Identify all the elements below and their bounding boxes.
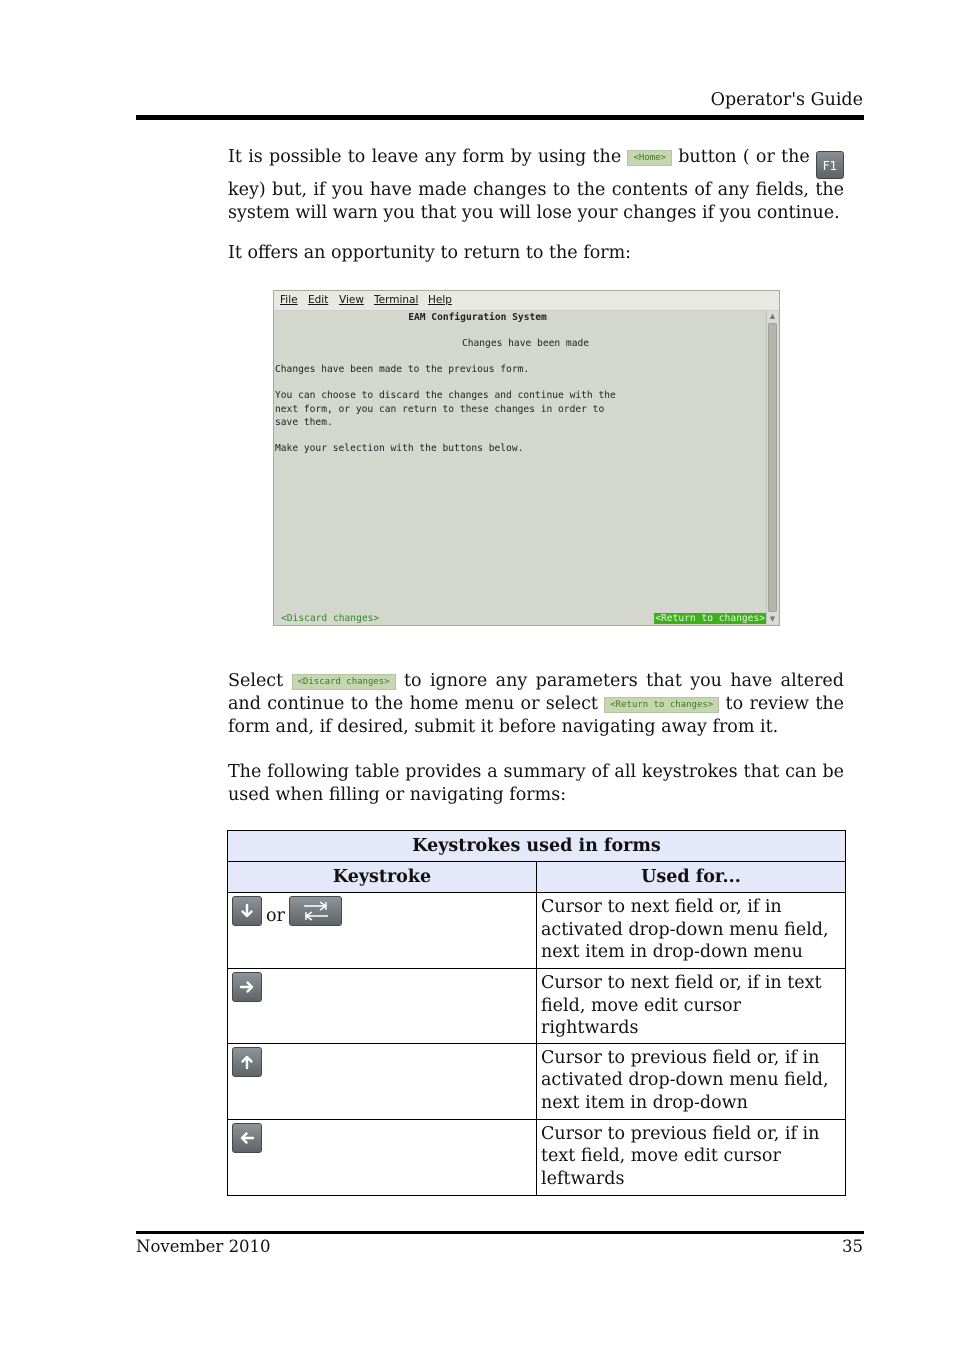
terminal-body <box>274 311 765 625</box>
menu-file[interactable]: File <box>280 294 298 306</box>
paragraph-opportunity: It offers an opportunity to return to the form: <box>228 243 632 263</box>
or-text: or <box>266 906 285 926</box>
right-arrow-key-icon <box>232 972 262 1002</box>
return-button-image: <Return to changes> <box>604 697 719 713</box>
terminal-line: Changes have been made to the previous form. <box>275 364 530 375</box>
home-button-image: <Home> <box>627 150 672 166</box>
menu-terminal[interactable]: Terminal <box>374 294 419 306</box>
terminal-line: save them. <box>275 417 333 428</box>
scroll-up-icon[interactable]: ▲ <box>769 312 776 320</box>
table-row <box>228 1119 846 1195</box>
menu-help[interactable]: Help <box>428 294 452 306</box>
used-for-cell: Cursor to next field or, if in activated drop-down menu field, next item in drop-down menu <box>537 893 846 969</box>
column-header-used-for: Used for... <box>537 862 846 893</box>
keystroke-cell <box>228 969 537 1044</box>
paragraph-text: It is possible to leave any form by using the <box>228 147 628 167</box>
footer-rule <box>136 1231 864 1234</box>
terminal-heading: Changes have been made <box>461 338 590 349</box>
paragraph-text: button ( or the <box>671 147 817 167</box>
down-arrow-key-icon <box>232 896 262 926</box>
paragraph-select <box>228 670 844 739</box>
scroll-down-icon[interactable]: ▼ <box>769 615 776 623</box>
up-arrow-key-icon <box>232 1047 262 1077</box>
terminal-line: You can choose to discard the changes and continue with the <box>275 390 616 401</box>
paragraph-text: key) but, if you have made changes to the contents of any fields, the system will warn you that you will lose your changes if you continue. <box>228 180 844 223</box>
header-rule <box>136 115 864 120</box>
footer-date: November 2010 <box>136 1237 271 1256</box>
column-header-keystroke: Keystroke <box>228 862 537 893</box>
used-for-cell: Cursor to previous field or, if in activated drop-down menu field, next item in drop-down <box>537 1043 846 1119</box>
keystroke-cell <box>228 893 537 969</box>
terminal-menubar <box>274 291 779 311</box>
header-title: Operator's Guide <box>710 90 863 110</box>
menu-view[interactable]: View <box>339 294 364 306</box>
page-number: 35 <box>842 1237 863 1256</box>
paragraph-text: to ignore any parameters that you have altered and continue to the home menu or select <box>228 671 844 714</box>
table-row <box>228 893 846 969</box>
menu-edit[interactable]: Edit <box>308 294 329 306</box>
used-for-cell: Cursor to previous field or, if in text field, move edit cursor leftwards <box>537 1119 846 1195</box>
discard-button-image: <Discard changes> <box>292 674 396 690</box>
f1-key-icon: F1 <box>816 151 844 179</box>
scrollbar-thumb[interactable] <box>768 323 777 612</box>
used-for-cell: Cursor to next field or, if in text field, move edit cursor rightwards <box>537 969 846 1044</box>
terminal-line: Make your selection with the buttons below. <box>275 443 524 454</box>
keystroke-cell <box>228 1043 537 1119</box>
left-arrow-key-icon <box>232 1123 262 1153</box>
terminal-scrollbar[interactable] <box>766 311 778 624</box>
discard-changes-button[interactable]: <Discard changes> <box>281 613 380 624</box>
terminal-line: next form, or you can return to these changes in order to <box>275 404 605 415</box>
paragraph-text: to review the form and, if desired, submit it before navigating away from it. <box>228 694 845 737</box>
tab-key-icon <box>289 896 342 926</box>
paragraph-text: Select <box>228 671 292 691</box>
keystroke-cell <box>228 1119 537 1195</box>
return-to-changes-button[interactable]: <Return to changes> <box>655 613 765 624</box>
terminal-title: EAM Configuration System <box>408 312 547 323</box>
table-caption: Keystrokes used in forms <box>228 831 846 862</box>
paragraph-leave-form <box>228 146 844 225</box>
paragraph-table-intro: The following table provides a summary of all keystrokes that can be used when filling or navigating forms: <box>228 762 844 805</box>
terminal-screenshot <box>273 290 780 626</box>
table-row <box>228 1043 846 1119</box>
keystrokes-table <box>227 830 846 1196</box>
table-row <box>228 969 846 1044</box>
